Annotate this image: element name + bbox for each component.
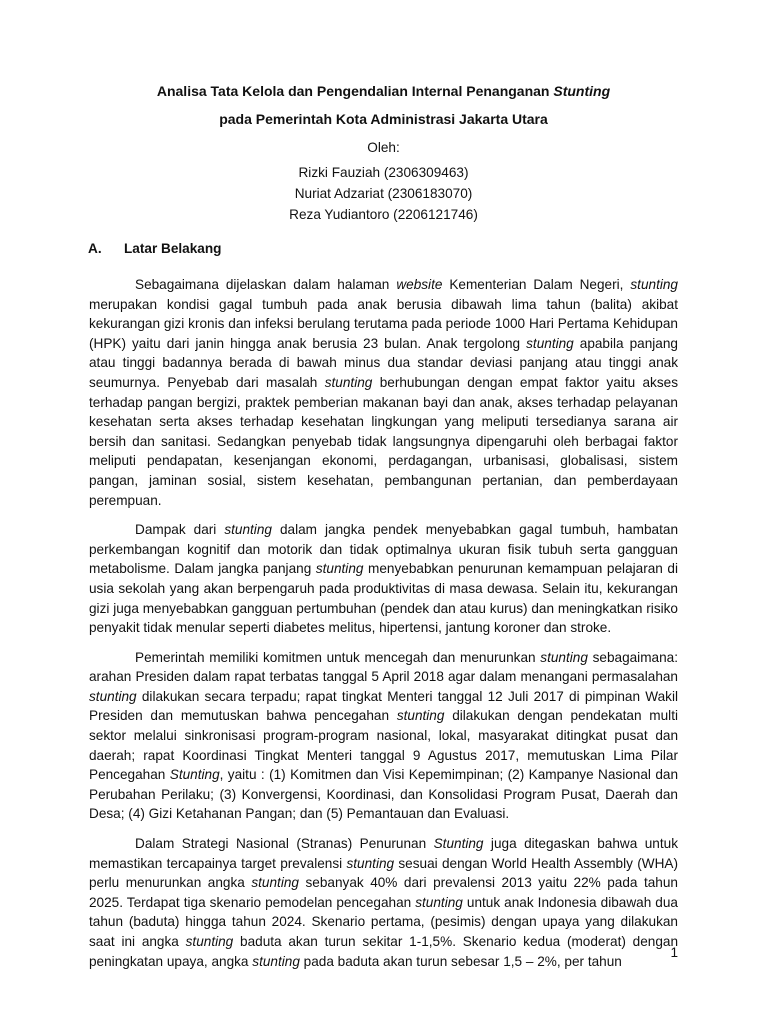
- text-run: dilakukan dengan pendekatan multi sektor melalui sinkronisasi program-program nasional, lokal, masyarakat ditingkat pusat dan daerah; rapat Koordinasi Tingkat Menteri tanggal 9 Agustus 2017, memutuskan Lima Pilar Pencegahan: [89, 708, 678, 783]
- italic-term: stunting: [526, 335, 574, 351]
- body-paragraph: [89, 520, 678, 638]
- author-name: Rizki Fauziah (2306309463): [298, 165, 469, 180]
- text-run: berhubungan dengan empat faktor yaitu akses terhadap pangan bergizi, praktek pemberian makanan bayi dan anak, akses terhadap pelayanan kesehatan serta akses terhadap kesehatan lingkungan yang meliputi tersedianya sarana air bersih dan sanitasi. Sedangkan penyebab tidak langsungnya dipengaruhi oleh berbagai faktor meliputi pendapatan, kesenjangan ekonomi, perdagangan, urbanisasi, globalisasi, sistem pangan, jaminan sosial, sistem kesehatan, pembangunan pertanian, dan pemberdayaan perempuan.: [89, 374, 679, 508]
- italic-term: stunting: [252, 953, 300, 969]
- italic-term: stunting: [324, 374, 373, 390]
- title-text: Analisa Tata Kelola dan Pengendalian Internal Penanganan: [156, 83, 554, 99]
- text-run: dalam jangka pendek menyebabkan gagal tumbuh, hambatan perkembangan kognitif dan motorik dan tidak optimalnya ukuran fisik tubuh serta gangguan metabolisme. Dalam jangka panjang: [89, 522, 678, 577]
- author-list: [89, 162, 678, 225]
- italic-term: stunting: [185, 934, 234, 949]
- text-run: menyebabkan penurunan kemampuan pelajaran di usia sekolah yang akan berpengaruh pada produktivitas di masa dewasa. Selain itu, kekurangan gizi juga menyebabkan gangguan pertumbuhan (pendek dan atau kurus) dan meningkatkan risiko penyakit tidak menular seperti diabetes melitus, hipertensi, jantung koroner dan stroke.: [89, 561, 678, 636]
- title-italic-text: Stunting: [553, 83, 611, 99]
- text-run: apabila panjang atau tinggi badannya berada di bawah minus dua standar deviasi panjang atau tinggi anak seumurnya. Penyebab dari masalah: [89, 335, 678, 390]
- italic-term: stunting: [251, 875, 299, 891]
- text-run: Sebagaimana dijelaskan dalam halaman: [135, 277, 397, 292]
- text-run: dilakukan secara terpadu; rapat tingkat Menteri tanggal 12 Juli 2017 di pimpinan Wakil Presiden dan memutuskan bahwa pencegahan: [89, 688, 678, 724]
- text-run: merupakan kondisi gagal tumbuh pada anak berusia dibawah lima tahun (balita) akibat kekurangan gizi kronis dan infeksi berulang terutama pada periode 1000 Hari Pertama Kehidupan (HPK) yaitu dari janin hingga anak berusia 23 bulan. Anak tergolong: [89, 296, 678, 351]
- body-paragraph: [89, 834, 678, 971]
- text-run: Dalam Strategi Nasional (Stranas) Penurunan: [135, 836, 434, 852]
- document-title-line-2: pada Pemerintah Kota Administrasi Jakarta Utara: [219, 111, 548, 127]
- text-run: untuk anak Indonesia dibawah dua tahun (baduta) hingga tahun 2024. Skenario pertama, (pesimis) dengan upaya yang dilakukan saat ini angka: [89, 894, 678, 949]
- italic-term: stunting: [346, 855, 395, 871]
- italic-term: stunting: [540, 649, 588, 665]
- author-name: Nuriat Adzariat (2306183070): [294, 186, 473, 201]
- italic-term: stunting: [224, 522, 272, 538]
- italic-term: Stunting: [433, 836, 484, 852]
- text-run: sesuai dengan World Health Assembly (WHA) perlu menurunkan angka: [89, 855, 678, 891]
- author-name: Reza Yudiantoro (2206121746): [289, 207, 478, 222]
- text-run: , yaitu : (1) Komitmen dan Visi Kepemimpinan; (2) Kampanye Nasional dan Perubahan Perilaku; (3) Konvergensi, Koordinasi, dan Konsolidasi Program Pusat, Daerah dan Desa; (4) Gizi Ketahanan Pangan; dan (5) Pemantauan dan Evaluasi.: [89, 767, 679, 822]
- text-run: juga ditegaskan bahwa untuk memastikan tercapainya target prevalensi: [89, 836, 678, 871]
- body-paragraph: [89, 275, 678, 510]
- author-intro: Oleh:: [367, 140, 400, 155]
- document-title-line-1: [89, 82, 678, 100]
- italic-term: stunting: [396, 708, 445, 724]
- text-run: sebagaimana: arahan Presiden dalam rapat terbatas tanggal 5 April 2018 agar dalam menangani permasalahan: [89, 649, 678, 685]
- italic-term: stunting: [415, 894, 463, 910]
- italic-term: stunting: [89, 688, 137, 704]
- text-run: baduta akan turun sekitar 1-1,5%. Skenario kedua (moderat) dengan peningkatan upaya, angka: [89, 934, 678, 969]
- italic-term: website: [396, 277, 443, 292]
- text-run: Kementerian Dalam Negeri,: [442, 277, 631, 292]
- text-run: Dampak dari: [135, 522, 225, 538]
- section-title: Latar Belakang: [124, 241, 222, 256]
- page-number: 1: [670, 945, 678, 960]
- italic-term: stunting: [630, 277, 678, 292]
- section-heading: [88, 240, 678, 258]
- text-run: sebanyak 40% dari prevalensi 2013 yaitu 22% pada tahun 2025. Terdapat tiga skenario pemodelan pencegahan: [89, 875, 678, 910]
- body-paragraph: [89, 648, 678, 824]
- section-number: A.: [88, 241, 102, 256]
- italic-term: Stunting: [169, 767, 220, 783]
- text-run: pada baduta akan turun sebesar 1,5 – 2%, per tahun: [299, 953, 622, 969]
- italic-term: stunting: [315, 561, 364, 577]
- body-text: [89, 275, 678, 971]
- text-run: Pemerintah memiliki komitmen untuk mencegah dan menurunkan: [135, 649, 541, 665]
